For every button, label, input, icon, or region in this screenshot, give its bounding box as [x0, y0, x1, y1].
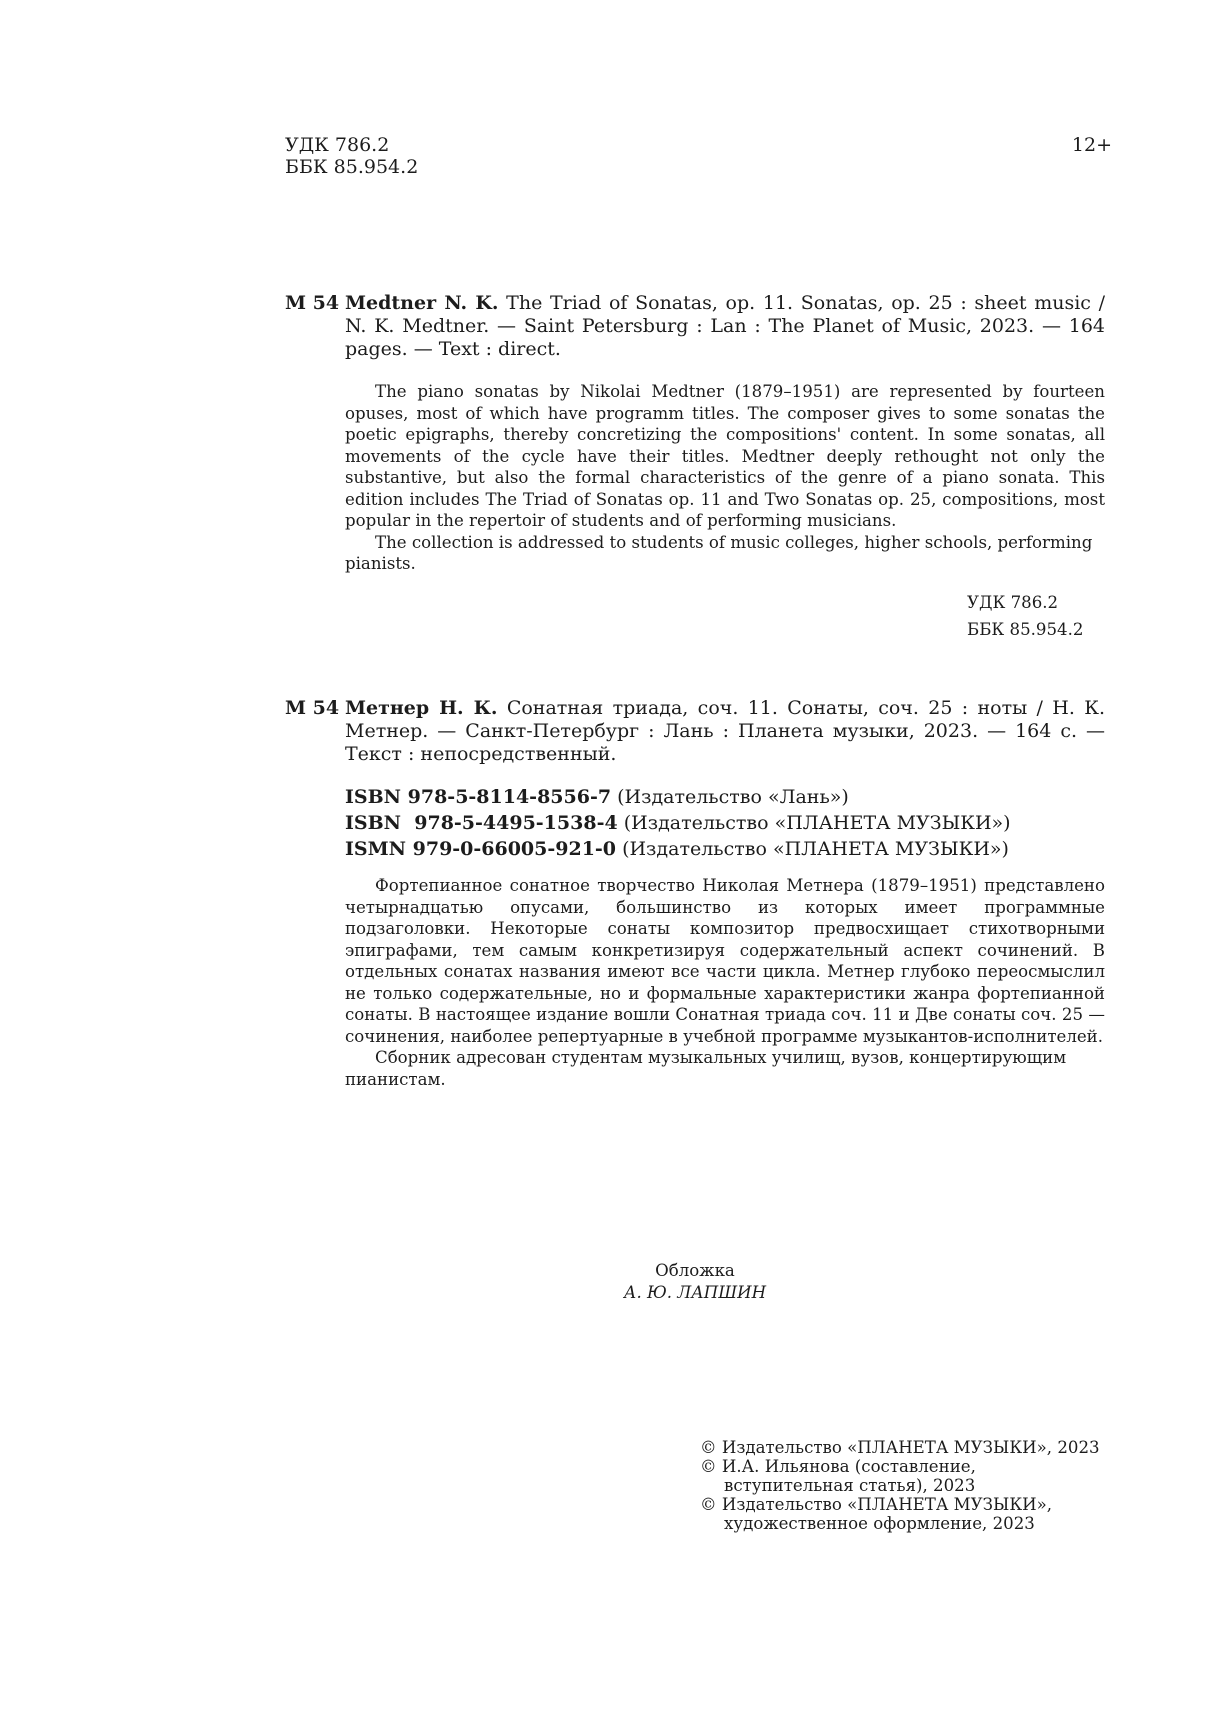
classification-codes-en — [967, 589, 1117, 643]
author-mark-en: М 54 — [285, 292, 340, 314]
copyright-block — [700, 1438, 1110, 1533]
author-ru: Метнер Н. К. — [345, 697, 498, 719]
isbn-lan: ISBN 978-5-8114-8556-7 — [345, 786, 612, 808]
abstract-en-p2: The collection is addressed to students of music colleges, higher schools, performing pianists. — [345, 532, 1093, 573]
copyright-line: © И.А. Ильянова (составление, вступительная статья), 2023 — [700, 1457, 976, 1495]
author-mark-ru: М 54 — [285, 697, 340, 719]
bbk-code-en: ББК 85.954.2 — [967, 620, 1084, 639]
copyright-line: © Издательство «ПЛАНЕТА МУЗЫКИ», 2023 — [700, 1438, 1100, 1457]
bbk-code: ББК 85.954.2 — [285, 156, 419, 178]
identifier-list — [345, 784, 1105, 862]
cover-designer: А. Ю. ЛАПШИН — [623, 1282, 767, 1302]
abstract-ru-p1: Фортепианное сонатное творчество Николая Метнера (1879–1951) представлено четырнадцатью опусами, большинство из которых имеет программные подзаголовки. Некоторые сонаты композитор предвосхищает стихотворными эпиграфами, тем самым конкретизируя содержательный аспект сочинений. В отдельных сонатах названия имеют все части цикла. Метнер глубоко переосмыслил не только содержательные, но и формальные характеристики жанра фортепианной сонаты. В настоящее издание вошли Сонатная триада соч. 11 и Две сонаты соч. 25 — сочинения, наиболее репертуарные в учебной программе музыкантов-исполнителей. — [345, 876, 1105, 1046]
ismn-planet: ISMN 979-0-66005-921-0 — [345, 838, 617, 860]
cover-credit — [555, 1260, 835, 1303]
author-en: Medtner N. K. — [345, 292, 499, 314]
identifier-row — [345, 810, 1105, 836]
abstract-ru-p2: Сборник адресован студентам музыкальных училищ, вузов, концертирующим пианистам. — [345, 1048, 1067, 1089]
identifier-row — [345, 784, 1105, 810]
entry-text-ru: Сонатная триада, соч. 11. Сонаты, соч. 25 : ноты / Н. К. Метнер. — Санкт-Петербург : Лань : Планета музыки, 2023. — 164 с. — Текст : непосредственный. — [345, 697, 1105, 765]
publisher-planet-ismn: (Издательство «ПЛАНЕТА МУЗЫКИ») — [622, 838, 1009, 860]
abstract-ru — [345, 875, 1105, 1090]
abstract-en-p1: The piano sonatas by Nikolai Medtner (1879–1951) are represented by fourteen opuses, most of which have programm titles. The composer gives to some sonatas the poetic epigraphs, thereby concretizing the compositions' content. In some sonatas, all movements of the cycle have their titles. Medtner deeply rethought not only the substantive, but also the formal characteristics of the genre of a piano sonata. This edition includes The Triad of Sonatas op. 11 and Two Sonatas op. 25, compositions, most popular in the repertoir of students and of performing musicians. — [345, 382, 1105, 530]
publisher-lan: (Издательство «Лань») — [617, 786, 849, 808]
copyright-line: © Издательство «ПЛАНЕТА МУЗЫКИ», художественное оформление, 2023 — [700, 1495, 1053, 1533]
entry-text-en: The Triad of Sonatas, op. 11. Sonatas, op. 25 : sheet music / N. K. Medtner. — Saint Petersburg : Lan : The Planet of Music, 2023. — 164 pages. — Text : direct. — [345, 292, 1105, 360]
bibliographic-entry-ru — [345, 697, 1105, 766]
udk-code-en: УДК 786.2 — [967, 593, 1059, 612]
abstract-en — [345, 381, 1105, 575]
age-rating: 12+ — [1071, 134, 1112, 156]
identifier-row — [345, 836, 1105, 862]
udk-code: УДК 786.2 — [285, 134, 390, 156]
publisher-planet: (Издательство «ПЛАНЕТА МУЗЫКИ») — [623, 812, 1011, 834]
classification-codes — [285, 134, 435, 178]
bibliographic-entry-en — [345, 292, 1105, 361]
isbn-planet: ISBN 978-5-4495-1538-4 — [345, 812, 618, 834]
cover-label: Обложка — [655, 1261, 735, 1280]
